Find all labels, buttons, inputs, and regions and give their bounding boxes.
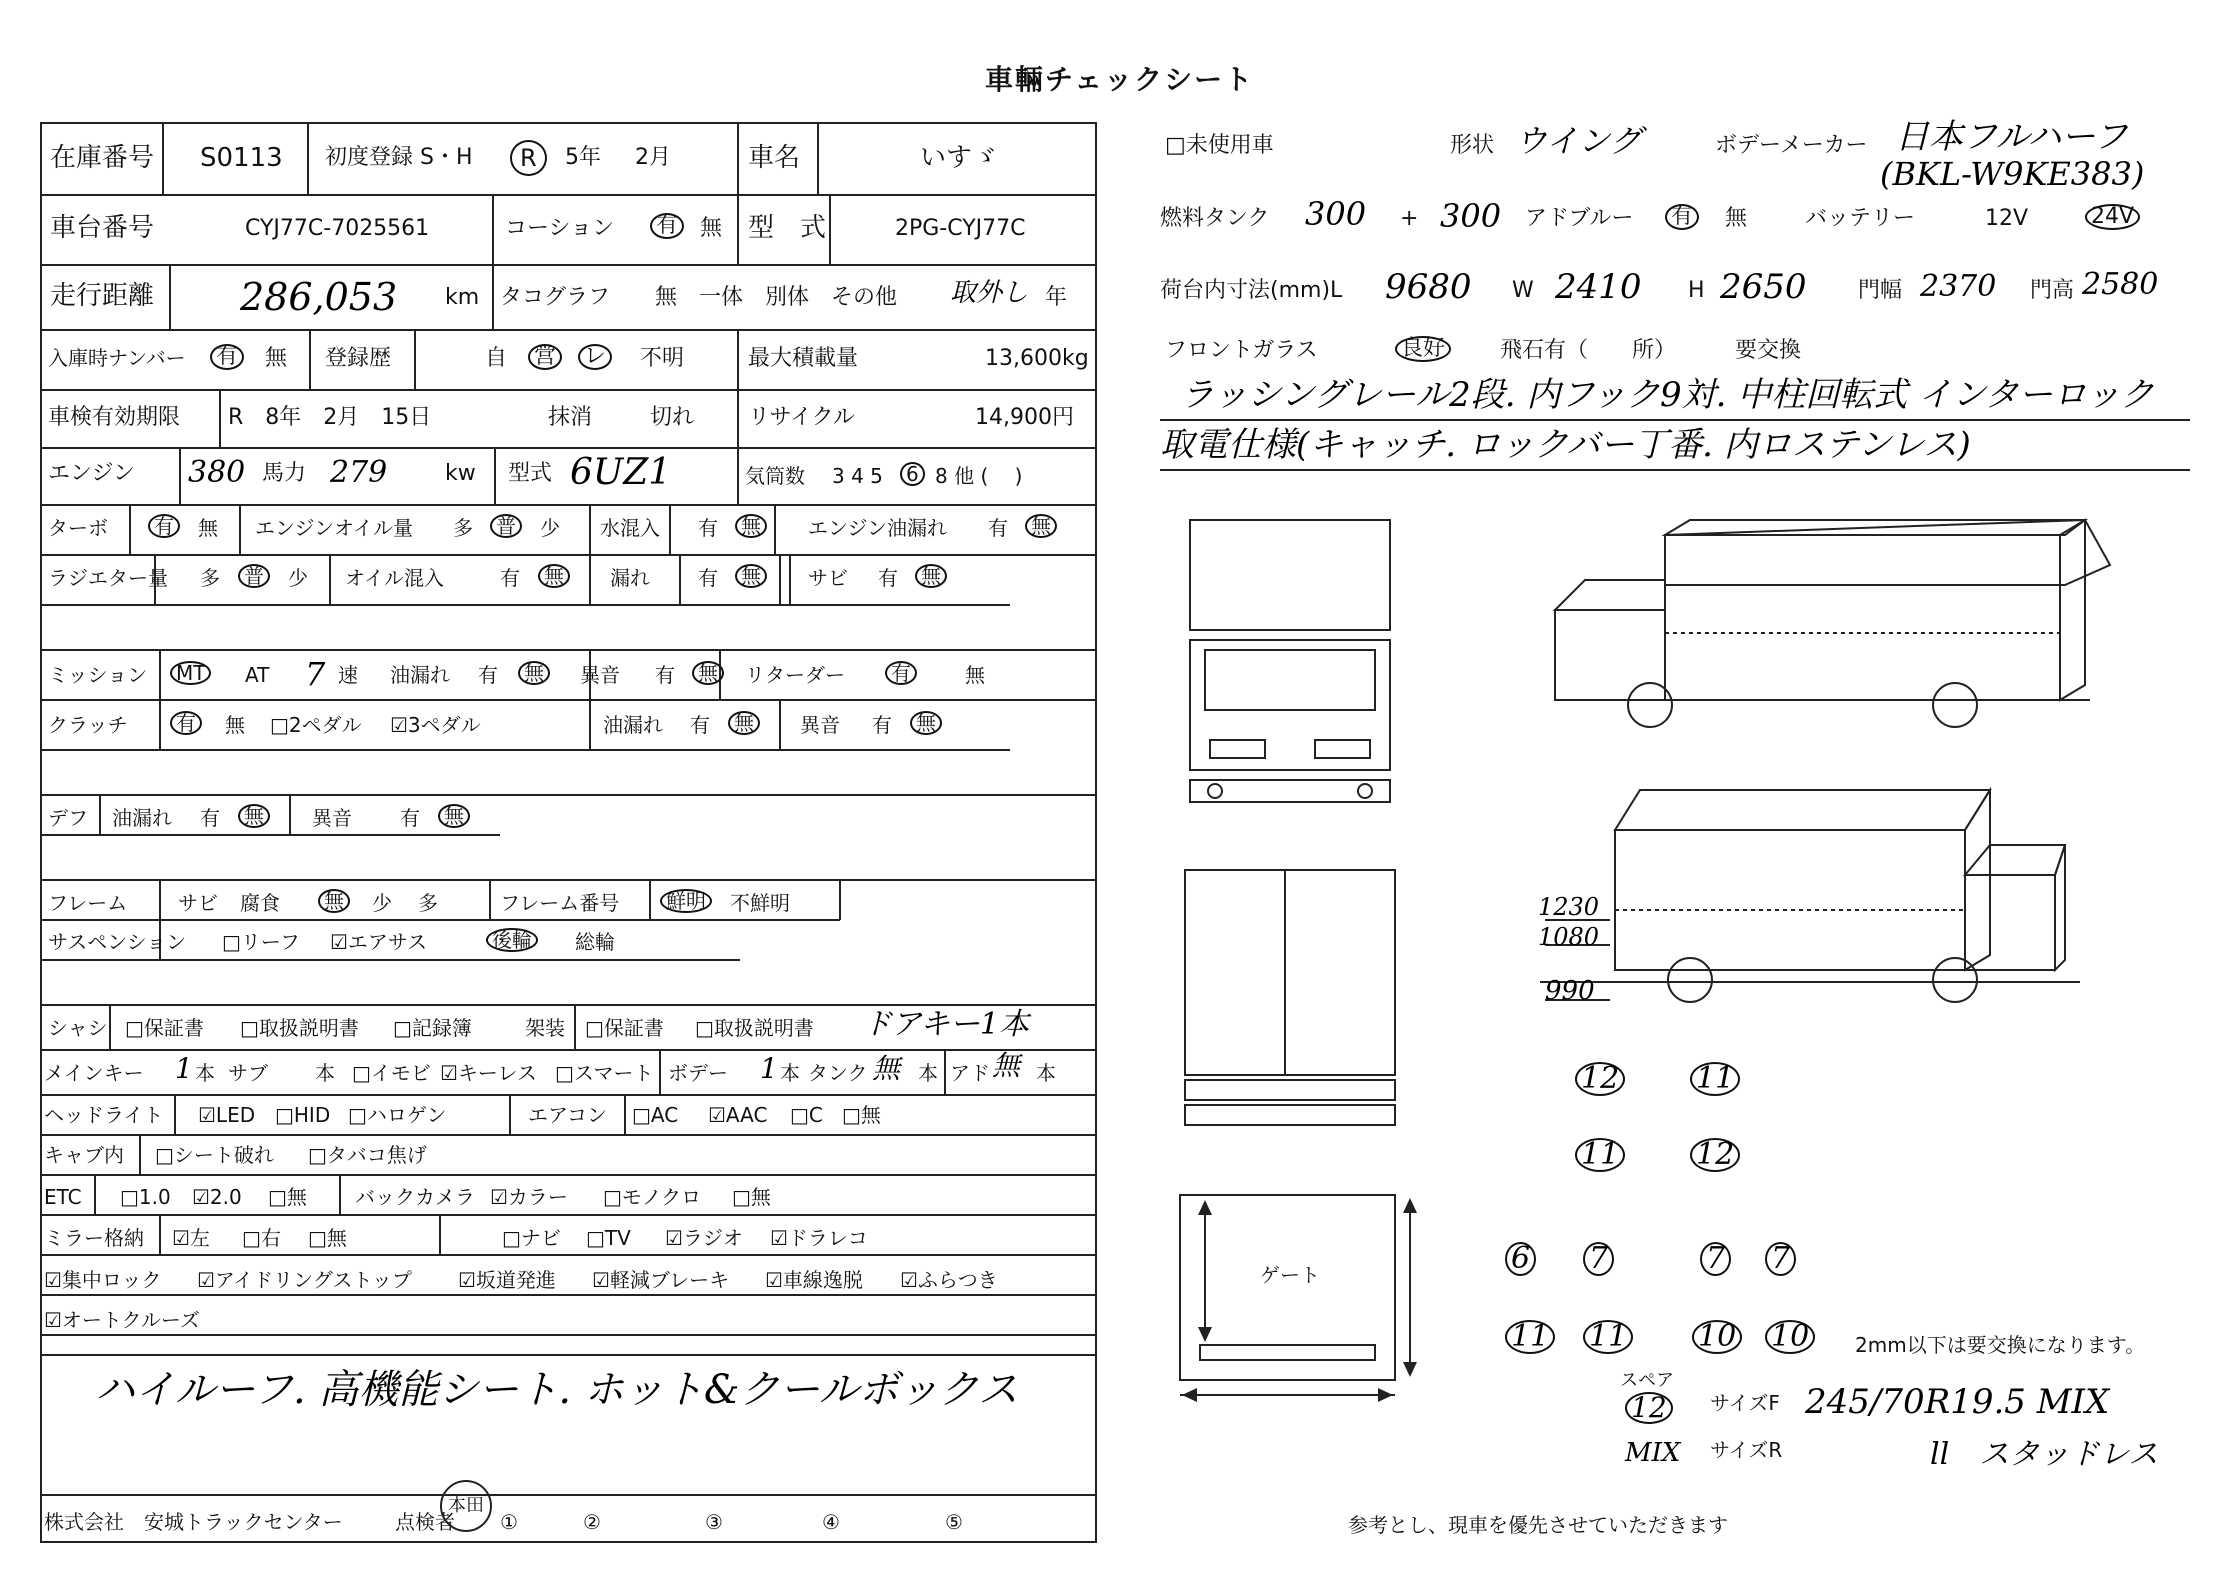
body-warranty: □保証書 bbox=[585, 1016, 664, 1040]
clutch-noise-no-circled: 無 bbox=[910, 711, 942, 735]
diff-noise-label: 異音 bbox=[312, 806, 352, 830]
bed-height-label: H bbox=[1688, 278, 1705, 303]
inspection-date: R 8年 2月 15日 bbox=[228, 405, 432, 430]
back-camera-none: □無 bbox=[732, 1185, 771, 1209]
headlight-label: ヘッドライト bbox=[44, 1103, 164, 1127]
body-key-unit: 本 bbox=[780, 1061, 800, 1085]
oil-low: 少 bbox=[540, 516, 560, 540]
cylinder-rest: 8 他 ( ) bbox=[935, 464, 1023, 488]
frame-few: 少 bbox=[372, 891, 392, 915]
clutch-leak-no-circled: 無 bbox=[728, 711, 760, 735]
history-commercial-circled: 営 bbox=[528, 344, 562, 370]
clutch-leak-label: 油漏れ bbox=[603, 713, 663, 737]
plate-yes-circled: 有 bbox=[210, 344, 244, 370]
mirror-left: ☑左 bbox=[172, 1226, 210, 1250]
chassis-warranty: □保証書 bbox=[125, 1016, 204, 1040]
cylinder-options: 3 4 5 bbox=[832, 464, 883, 488]
rust-label: サビ bbox=[808, 566, 848, 590]
stock-label: 在庫番号 bbox=[50, 143, 155, 173]
mileage-unit: km bbox=[445, 285, 480, 310]
engine-kw: 279 bbox=[330, 455, 388, 490]
mission-leak-yes: 有 bbox=[478, 663, 498, 687]
engine-oil-label: エンジンオイル量 bbox=[255, 516, 413, 540]
tacho-year: 年 bbox=[1045, 285, 1068, 310]
first-reg-label: 初度登録 S・H bbox=[325, 145, 473, 170]
bed-width: 2410 bbox=[1555, 267, 1642, 307]
mission-noise-no-circled: 無 bbox=[692, 661, 724, 685]
door-width: 2370 bbox=[1920, 269, 1997, 304]
horsepower-label: 馬力 bbox=[262, 461, 307, 486]
mission-leak-label: 油漏れ bbox=[390, 663, 450, 687]
wobble-alert: ☑ふらつき bbox=[900, 1268, 998, 1292]
notes-line-2: 取電仕様(キャッチ. ロックバー丁番. 内ロステンレス) bbox=[1160, 425, 1971, 465]
water-mix-no-circled: 無 bbox=[735, 514, 767, 538]
bed-dims-label: 荷台内寸法(mm)L bbox=[1160, 278, 1343, 303]
aircon-c: □C bbox=[790, 1103, 823, 1127]
door-width-label: 門幅 bbox=[1858, 278, 1903, 303]
max-load-label: 最大積載量 bbox=[748, 346, 859, 371]
inspection-erased: 抹消 bbox=[548, 405, 593, 430]
etc-none: □無 bbox=[268, 1185, 307, 1209]
body-key-count: 1 bbox=[760, 1052, 778, 1085]
max-load-value: 13,600kg bbox=[985, 346, 1089, 371]
etc-2-0: ☑2.0 bbox=[192, 1185, 242, 1209]
page-title: 車輛チェックシート bbox=[985, 63, 1255, 96]
shape-label: 形状 bbox=[1450, 133, 1495, 158]
tire-tread-10: 11 bbox=[1583, 1320, 1633, 1354]
tire-tread-2: 11 bbox=[1690, 1062, 1740, 1096]
tire-tread-12: 10 bbox=[1765, 1320, 1815, 1354]
unused-vehicle: □未使用車 bbox=[1165, 133, 1274, 158]
water-mix-label: 水混入 bbox=[600, 516, 660, 540]
main-key-unit: 本 bbox=[195, 1061, 215, 1085]
engine-kw-unit: kw bbox=[445, 461, 476, 486]
clutch-noise-label: 異音 bbox=[800, 713, 840, 737]
mirror-fold-label: ミラー格納 bbox=[44, 1226, 144, 1250]
stamp-slot-3: ③ bbox=[705, 1510, 723, 1534]
windshield-chips: 飛石有（ 所） bbox=[1500, 338, 1677, 363]
etc-1-0: □1.0 bbox=[120, 1185, 171, 1209]
tire-tread-9: 11 bbox=[1505, 1320, 1555, 1354]
suspension-all: 総輪 bbox=[575, 930, 615, 954]
battery-12v: 12V bbox=[1985, 206, 2029, 231]
model-value: 2PG-CYJ77C bbox=[895, 216, 1026, 241]
headlight-halogen: □ハロゲン bbox=[348, 1103, 447, 1127]
windshield-replace: 要交換 bbox=[1735, 338, 1802, 363]
battery-24v-circled: 24V bbox=[2085, 204, 2140, 230]
plate-label: 入庫時ナンバー bbox=[48, 346, 186, 370]
diff-leak-label: 油漏れ bbox=[112, 806, 172, 830]
adblue-key-count: 無 bbox=[992, 1049, 1021, 1082]
keyless: ☑キーレス bbox=[440, 1061, 537, 1085]
reg-era-circled: R bbox=[510, 140, 547, 176]
oil-high: 多 bbox=[453, 516, 473, 540]
headlight-hid: □HID bbox=[275, 1103, 331, 1127]
chassis-manual: □取扱説明書 bbox=[240, 1016, 359, 1040]
windshield-label: フロントガラス bbox=[1165, 338, 1318, 363]
radiator-normal-circled: 普 bbox=[238, 564, 270, 588]
radiator-high: 多 bbox=[200, 566, 220, 590]
collision-brake: ☑軽減ブレーキ bbox=[592, 1268, 730, 1292]
drive-recorder-option: ☑ドラレコ bbox=[770, 1226, 868, 1250]
turbo-label: ターボ bbox=[48, 516, 108, 540]
clutch-label: クラッチ bbox=[48, 713, 128, 737]
mission-noise-yes: 有 bbox=[655, 663, 675, 687]
height-1080: 1080 bbox=[1538, 923, 1600, 951]
tacho-handwritten: 取外し bbox=[950, 278, 1029, 308]
stamp-slot-5: ⑤ bbox=[945, 1510, 963, 1534]
body-maker-code: (BKL-W9KE383) bbox=[1880, 155, 2145, 193]
chassis-docs-label: シャシ bbox=[48, 1016, 108, 1040]
tire-note: 2mm以下は要交換になります。 bbox=[1855, 1333, 2146, 1357]
headlight-led: ☑LED bbox=[198, 1103, 256, 1127]
caution-yes-circled: 有 bbox=[650, 213, 684, 239]
history-unknown: 不明 bbox=[640, 346, 685, 371]
inspection-label: 車検有効期限 bbox=[48, 405, 181, 430]
reg-year: 5年 bbox=[565, 145, 601, 170]
door-height: 2580 bbox=[2082, 267, 2159, 302]
frame-none-circled: 無 bbox=[318, 889, 350, 913]
suspension-air: ☑エアサス bbox=[330, 930, 428, 954]
adblue-label: アドブルー bbox=[1525, 206, 1634, 231]
oil-mix-no-circled: 無 bbox=[538, 564, 570, 588]
body-docs-label: 架装 bbox=[525, 1016, 565, 1040]
mission-speed-unit: 速 bbox=[338, 663, 358, 687]
door-key-handwritten: ドアキー1本 bbox=[862, 1007, 1029, 1042]
retarder-yes-circled: 有 bbox=[885, 661, 917, 685]
idling-stop: ☑アイドリングストップ bbox=[197, 1268, 412, 1292]
turbo-no: 無 bbox=[198, 516, 218, 540]
mission-speeds: 7 bbox=[305, 655, 326, 693]
oil-normal-circled: 普 bbox=[490, 514, 522, 538]
height-1230: 1230 bbox=[1538, 893, 1600, 921]
stamp-slot-4: ④ bbox=[822, 1510, 840, 1534]
history-private: 自 bbox=[485, 346, 508, 371]
tire-tread-8: 7 bbox=[1765, 1242, 1796, 1276]
body-maker-label: ボデーメーカー bbox=[1715, 133, 1868, 158]
fuel-tank-2: 300 bbox=[1440, 197, 1502, 235]
suspension-rear-circled: 後輪 bbox=[486, 928, 538, 952]
recycle-value: 14,900円 bbox=[975, 405, 1074, 430]
auto-cruise: ☑オートクルーズ bbox=[44, 1308, 200, 1332]
frame-many: 多 bbox=[418, 891, 438, 915]
radio-option: ☑ラジオ bbox=[665, 1226, 743, 1250]
radiator-leak-label: 漏れ bbox=[610, 566, 650, 590]
shape-handwritten: ウイング bbox=[1515, 122, 1642, 160]
fuel-plus: + bbox=[1400, 206, 1419, 231]
height-990: 990 bbox=[1545, 976, 1595, 1006]
oil-mix-label: オイル混入 bbox=[345, 566, 444, 590]
engine-leak-label: エンジン油漏れ bbox=[808, 516, 947, 540]
clutch-2pedal: □2ペダル bbox=[270, 713, 362, 737]
car-name-label: 車名 bbox=[748, 143, 801, 173]
tire-tread-4: 12 bbox=[1690, 1138, 1740, 1172]
adblue-key-label: アド bbox=[950, 1061, 990, 1085]
rust-yes: 有 bbox=[878, 566, 898, 590]
oil-mix-yes: 有 bbox=[500, 566, 520, 590]
mileage-value: 286,053 bbox=[240, 275, 398, 319]
frame-number-clear-circled: 鮮明 bbox=[660, 889, 712, 913]
frame-number-label: フレーム番号 bbox=[500, 891, 620, 915]
stamp-slot-2: ② bbox=[583, 1510, 601, 1534]
size-rear-label: サイズR bbox=[1710, 1438, 1783, 1462]
chassis-label: 車台番号 bbox=[50, 213, 155, 243]
sub-key-label: サブ bbox=[228, 1061, 268, 1085]
notes-line-1: ラッシングレール2段. 内フック9対. 中柱回転式 インターロック bbox=[1180, 375, 2154, 415]
engine-label: エンジン bbox=[48, 461, 135, 486]
stock-number: S0113 bbox=[200, 143, 283, 173]
inspection-expired: 切れ bbox=[650, 405, 695, 430]
cab-label: キャブ内 bbox=[44, 1143, 124, 1167]
tire-tread-11: 10 bbox=[1692, 1320, 1742, 1354]
clutch-3pedal: ☑3ペダル bbox=[390, 713, 481, 737]
company-name: 株式会社 安城トラックセンター bbox=[44, 1510, 343, 1534]
water-mix-yes: 有 bbox=[698, 516, 718, 540]
retarder-label: リターダー bbox=[745, 663, 845, 687]
tv-option: □TV bbox=[586, 1226, 631, 1250]
mission-noise-label: 異音 bbox=[580, 663, 620, 687]
back-camera-color: ☑カラー bbox=[490, 1185, 568, 1209]
inspector-label: 点検者 bbox=[395, 1510, 455, 1534]
cab-seat-torn: □シート破れ bbox=[155, 1143, 274, 1167]
fuel-tank-label: 燃料タンク bbox=[1160, 206, 1270, 231]
diff-noise-yes: 有 bbox=[400, 806, 420, 830]
spare-tread: 12 bbox=[1625, 1392, 1673, 1424]
battery-label: バッテリー bbox=[1805, 206, 1916, 231]
adblue-key-unit: 本 bbox=[1036, 1061, 1056, 1085]
tank-key-label: タンク bbox=[808, 1061, 868, 1085]
engine-type-label: 型式 bbox=[508, 461, 553, 486]
body-key-label: ボデー bbox=[668, 1061, 728, 1085]
engine-type: 6UZ1 bbox=[570, 452, 672, 493]
model-label: 型 式 bbox=[748, 213, 827, 243]
gate-label: ゲート bbox=[1260, 1263, 1320, 1287]
windshield-good-circled: 良好 bbox=[1395, 336, 1451, 362]
remarks-handwritten: ハイルーフ. 高機能シート. ホット&クールボックス bbox=[95, 1367, 1019, 1413]
radiator-low: 少 bbox=[288, 566, 308, 590]
door-height-label: 門高 bbox=[2030, 278, 2075, 303]
central-lock: ☑集中ロック bbox=[44, 1268, 162, 1292]
adblue-no: 無 bbox=[1725, 206, 1748, 231]
hill-start: ☑坂道発進 bbox=[458, 1268, 556, 1292]
tire-tread-6: 7 bbox=[1583, 1242, 1614, 1276]
back-camera-mono: □モノクロ bbox=[603, 1185, 702, 1209]
clutch-leak-yes: 有 bbox=[690, 713, 710, 737]
plate-no: 無 bbox=[265, 346, 288, 371]
aircon-label: エアコン bbox=[528, 1103, 607, 1127]
caution-no: 無 bbox=[700, 216, 723, 241]
radiator-leak-yes: 有 bbox=[698, 566, 718, 590]
clutch-no: 無 bbox=[225, 713, 245, 737]
suspension-label: サスペンション bbox=[48, 930, 187, 954]
sub-key-unit: 本 bbox=[315, 1061, 335, 1085]
suspension-leaf: □リーフ bbox=[222, 930, 300, 954]
diff-label: デフ bbox=[48, 806, 88, 830]
tire-tread-7: 7 bbox=[1700, 1242, 1731, 1276]
radiator-leak-no-circled: 無 bbox=[735, 564, 767, 588]
main-key-label: メインキー bbox=[44, 1061, 144, 1085]
bed-height: 2650 bbox=[1720, 267, 1807, 307]
tacho-options: 無 一体 別体 その他 bbox=[655, 285, 898, 310]
clutch-yes-circled: 有 bbox=[170, 711, 202, 735]
recycle-label: リサイクル bbox=[748, 405, 855, 430]
fuel-tank-1: 300 bbox=[1305, 195, 1367, 233]
rust-no-circled: 無 bbox=[915, 564, 947, 588]
frame-corrosion: 腐食 bbox=[240, 891, 280, 915]
history-label: 登録歴 bbox=[325, 346, 392, 371]
engine-ps: 380 bbox=[188, 455, 246, 490]
aircon-ac: □AC bbox=[632, 1103, 679, 1127]
mission-at: AT bbox=[245, 663, 270, 687]
body-manual: □取扱説明書 bbox=[695, 1016, 814, 1040]
spare-label: スペア bbox=[1620, 1370, 1674, 1391]
tire-tread-3: 11 bbox=[1575, 1138, 1625, 1172]
frame-label: フレーム bbox=[48, 891, 128, 915]
turbo-yes-circled: 有 bbox=[148, 514, 180, 538]
cab-tobacco-burn: □タバコ焦げ bbox=[308, 1143, 427, 1167]
engine-leak-yes: 有 bbox=[988, 516, 1008, 540]
tank-key-count: 無 bbox=[872, 1052, 901, 1085]
tire-tread-5: 6 bbox=[1505, 1242, 1536, 1276]
mission-label: ミッション bbox=[48, 663, 148, 687]
tire-tread-1: 12 bbox=[1575, 1062, 1625, 1096]
retarder-no: 無 bbox=[965, 663, 985, 687]
aircon-aac: ☑AAC bbox=[708, 1103, 768, 1127]
chassis-number: CYJ77C-7025561 bbox=[245, 216, 430, 241]
clutch-noise-yes: 有 bbox=[872, 713, 892, 737]
chassis-record: □記録簿 bbox=[393, 1016, 472, 1040]
mission-mt-circled: MT bbox=[170, 661, 211, 685]
engine-leak-no-circled: 無 bbox=[1025, 514, 1057, 538]
tank-key-unit: 本 bbox=[918, 1061, 938, 1085]
frame-number-unclear: 不鮮明 bbox=[730, 891, 790, 915]
history-lease-circled: レ bbox=[578, 344, 612, 370]
bed-length: 9680 bbox=[1385, 267, 1472, 307]
mileage-label: 走行距離 bbox=[50, 281, 155, 311]
diff-noise-no-circled: 無 bbox=[438, 804, 470, 828]
footnote: 参考とし、現車を優先させていただきます bbox=[1348, 1513, 1728, 1537]
bed-width-label: W bbox=[1512, 278, 1534, 303]
radiator-label: ラジエター量 bbox=[48, 566, 168, 590]
cylinder-selected: 6 bbox=[900, 462, 925, 486]
stamp-slot-1: ① bbox=[500, 1510, 518, 1534]
lane-departure: ☑車線逸脱 bbox=[765, 1268, 863, 1292]
adblue-yes-circled: 有 bbox=[1665, 204, 1699, 230]
size-rear: ll スタッドレス bbox=[1930, 1437, 2159, 1472]
size-rear-mix: MIX bbox=[1625, 1438, 1681, 1468]
caution-label: コーション bbox=[505, 216, 615, 241]
cylinder-label: 気筒数 bbox=[745, 464, 805, 488]
navi-option: □ナビ bbox=[502, 1226, 561, 1250]
back-camera-label: バックカメラ bbox=[355, 1185, 475, 1209]
etc-label: ETC bbox=[44, 1185, 82, 1209]
aircon-none: □無 bbox=[842, 1103, 881, 1127]
frame-rust: サビ bbox=[178, 891, 218, 915]
diff-leak-no-circled: 無 bbox=[238, 804, 270, 828]
mission-leak-no-circled: 無 bbox=[518, 661, 550, 685]
immobilizer: □イモビ bbox=[352, 1061, 431, 1085]
mirror-right: □右 bbox=[242, 1226, 281, 1250]
diff-leak-yes: 有 bbox=[200, 806, 220, 830]
body-maker-handwritten: 日本フルハーフ bbox=[1895, 117, 2128, 157]
tacho-label: タコグラフ bbox=[500, 285, 611, 310]
inspector-stamp: 本田 bbox=[440, 1480, 492, 1532]
reg-month: 2月 bbox=[635, 145, 671, 170]
mirror-none: □無 bbox=[308, 1226, 347, 1250]
size-front-label: サイズF bbox=[1710, 1391, 1780, 1415]
car-name: いすゞ bbox=[920, 143, 999, 173]
size-front: 245/70R19.5 MIX bbox=[1805, 1382, 2110, 1422]
smart-key: □スマート bbox=[555, 1061, 654, 1085]
main-key-count: 1 bbox=[175, 1052, 193, 1085]
